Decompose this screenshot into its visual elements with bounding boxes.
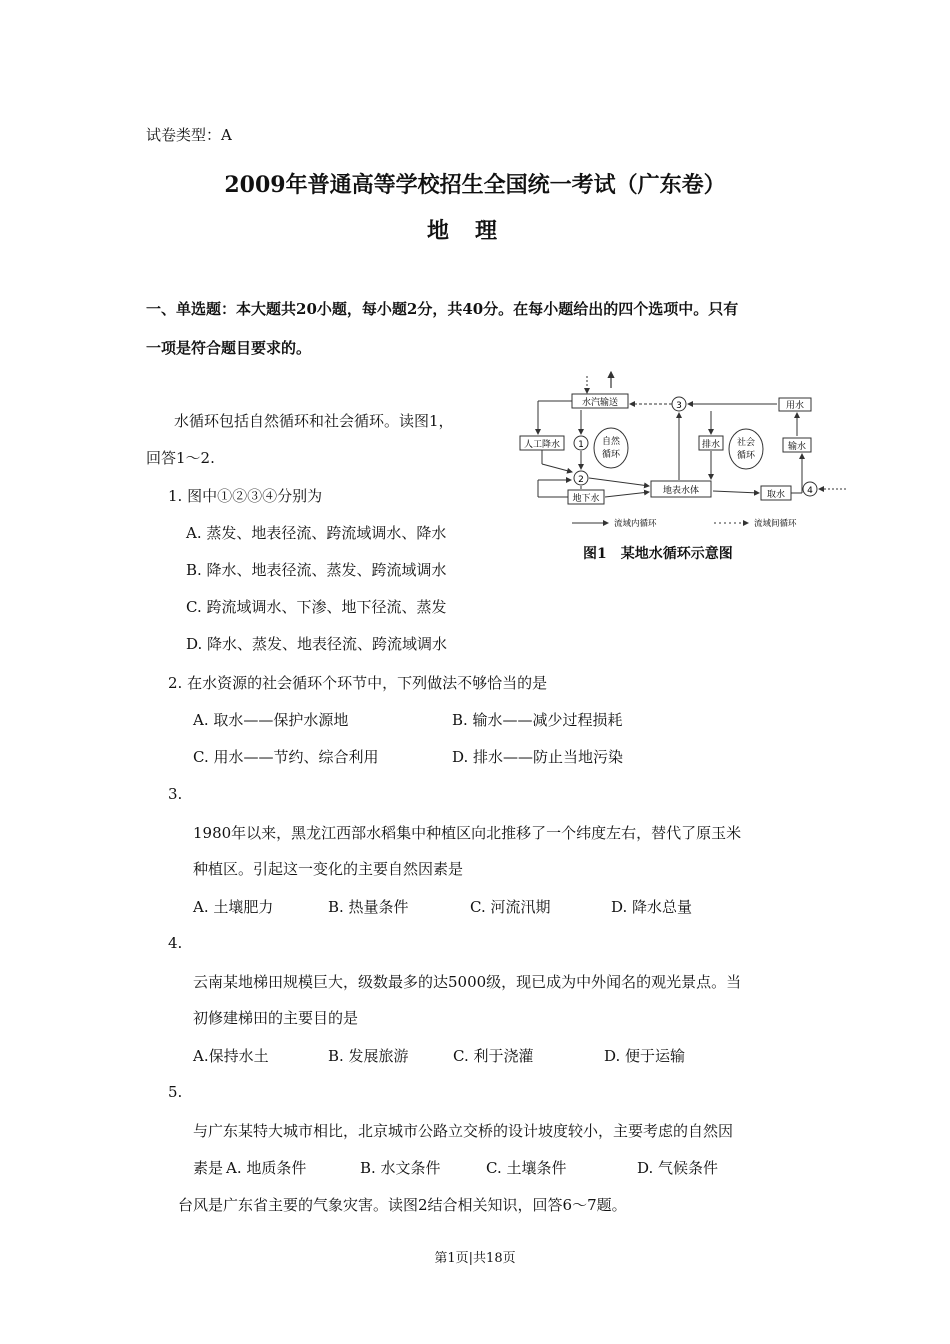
question-3-option-b: B. 热量条件 (328, 898, 409, 916)
question-3-line2: 种植区。引起这一变化的主要自然因素是 (193, 860, 464, 878)
question-5-option-d: D. 气候条件 (637, 1159, 719, 1177)
paper-type: 试卷类型：A (146, 126, 232, 144)
question-4-line2: 初修建梯田的主要目的是 (193, 1009, 359, 1027)
box-vapor-label: 水汽输送 (581, 398, 619, 408)
question-2-option-b: B. 输水——减少过程损耗 (452, 711, 623, 729)
question-4-option-c: C. 利于浇灌 (453, 1047, 534, 1065)
marker-4-label: 4 (807, 486, 813, 496)
box-use-water-label: 用水 (785, 401, 805, 411)
question-2-stem: 2. 在水资源的社会循环个环节中，下列做法不够恰当的是 (168, 674, 548, 692)
box-drainage-label: 排水 (701, 440, 721, 450)
social-cycle-ellipse (729, 429, 763, 469)
social-cycle-label-1: 社会 (736, 438, 756, 448)
exam-title: 2009年普通高等学校招生全国统一考试（广东卷） (224, 172, 726, 198)
legend-inner-label: 流域内循环 (614, 519, 657, 529)
legend-inter-label: 流域间循环 (754, 519, 797, 529)
question-5-option-c: C. 土壤条件 (486, 1159, 567, 1177)
subject-title: 地理 (426, 218, 523, 244)
question-4-number: 4. (168, 934, 183, 952)
box-groundwater-label: 地下水 (572, 494, 600, 504)
question-1-option-a: A. 蒸发、地表径流、跨流域调水、降水 (186, 524, 447, 542)
question-4-option-a: A.保持水土 (193, 1047, 269, 1065)
section-instructions-line2: 一项是符合题目要求的。 (146, 339, 312, 357)
question-2-option-a: A. 取水——保护水源地 (193, 711, 349, 729)
natural-cycle-label-1: 自然 (601, 437, 621, 447)
intro-1-2-line2: 回答1～2. (146, 449, 215, 467)
question-4-option-b: B. 发展旅游 (328, 1047, 409, 1065)
question-1-option-c: C. 跨流域调水、下渗、地下径流、蒸发 (186, 598, 447, 616)
question-2-option-c: C. 用水——节约、综合利用 (193, 748, 379, 766)
question-3-option-a: A. 土壤肥力 (193, 898, 274, 916)
question-1-option-d: D. 降水、蒸发、地表径流、跨流域调水 (186, 635, 448, 653)
box-artificial-rain-label: 人工降水 (523, 440, 561, 450)
question-1-option-b: B. 降水、地表径流、蒸发、跨流域调水 (186, 561, 447, 579)
question-3-option-d: D. 降水总量 (611, 898, 693, 916)
page-footer: 第1页|共18页 (434, 1251, 516, 1266)
question-4-line1: 云南某地梯田规模巨大，级数最多的达5000级，现已成为中外闻名的观光景点。当 (193, 973, 742, 991)
question-5-option-b: B. 水文条件 (360, 1159, 441, 1177)
natural-cycle-label-2: 循环 (601, 450, 621, 460)
question-3-number: 3. (168, 785, 183, 803)
figure-1-caption: 图1 某地水循环示意图 (583, 546, 733, 562)
question-5-number: 5. (168, 1083, 183, 1101)
natural-cycle-ellipse (594, 428, 628, 468)
question-2-option-d: D. 排水——防止当地污染 (452, 748, 624, 766)
question-5-line1: 与广东某特大城市相比，北京城市公路立交桥的设计坡度较小，主要考虑的自然因 (193, 1122, 734, 1140)
question-3-option-c: C. 河流汛期 (470, 898, 551, 916)
box-transport-water-label: 输水 (787, 442, 807, 452)
marker-1-label: 1 (578, 440, 584, 450)
box-surface-water-label: 地表水体 (662, 486, 700, 496)
water-cycle-diagram (508, 368, 853, 568)
marker-3-label: 3 (676, 401, 682, 411)
marker-2-label: 2 (578, 475, 584, 485)
intro-1-2-line1: 水循环包括自然循环和社会循环。读图1， (174, 412, 454, 430)
question-4-option-d: D. 便于运输 (604, 1047, 686, 1065)
question-5-option-a: A. 地质条件 (226, 1159, 307, 1177)
box-intake-water-label: 取水 (766, 490, 786, 500)
question-1-stem: 1. 图中①②③④分别为 (168, 487, 323, 505)
social-cycle-label-2: 循环 (736, 451, 756, 461)
intro-6-7: 台风是广东省主要的气象灾害。读图2结合相关知识，回答6～7题。 (178, 1196, 627, 1214)
question-3-line1: 1980年以来，黑龙江西部水稻集中种植区向北推移了一个纬度左右，替代了原玉米 (193, 824, 742, 842)
question-5-line2-prefix: 素是 (193, 1159, 224, 1177)
section-instructions-line1: 一、单选题：本大题共20小题，每小题2分，共40分。在每小题给出的四个选项中。只有 (146, 300, 739, 318)
